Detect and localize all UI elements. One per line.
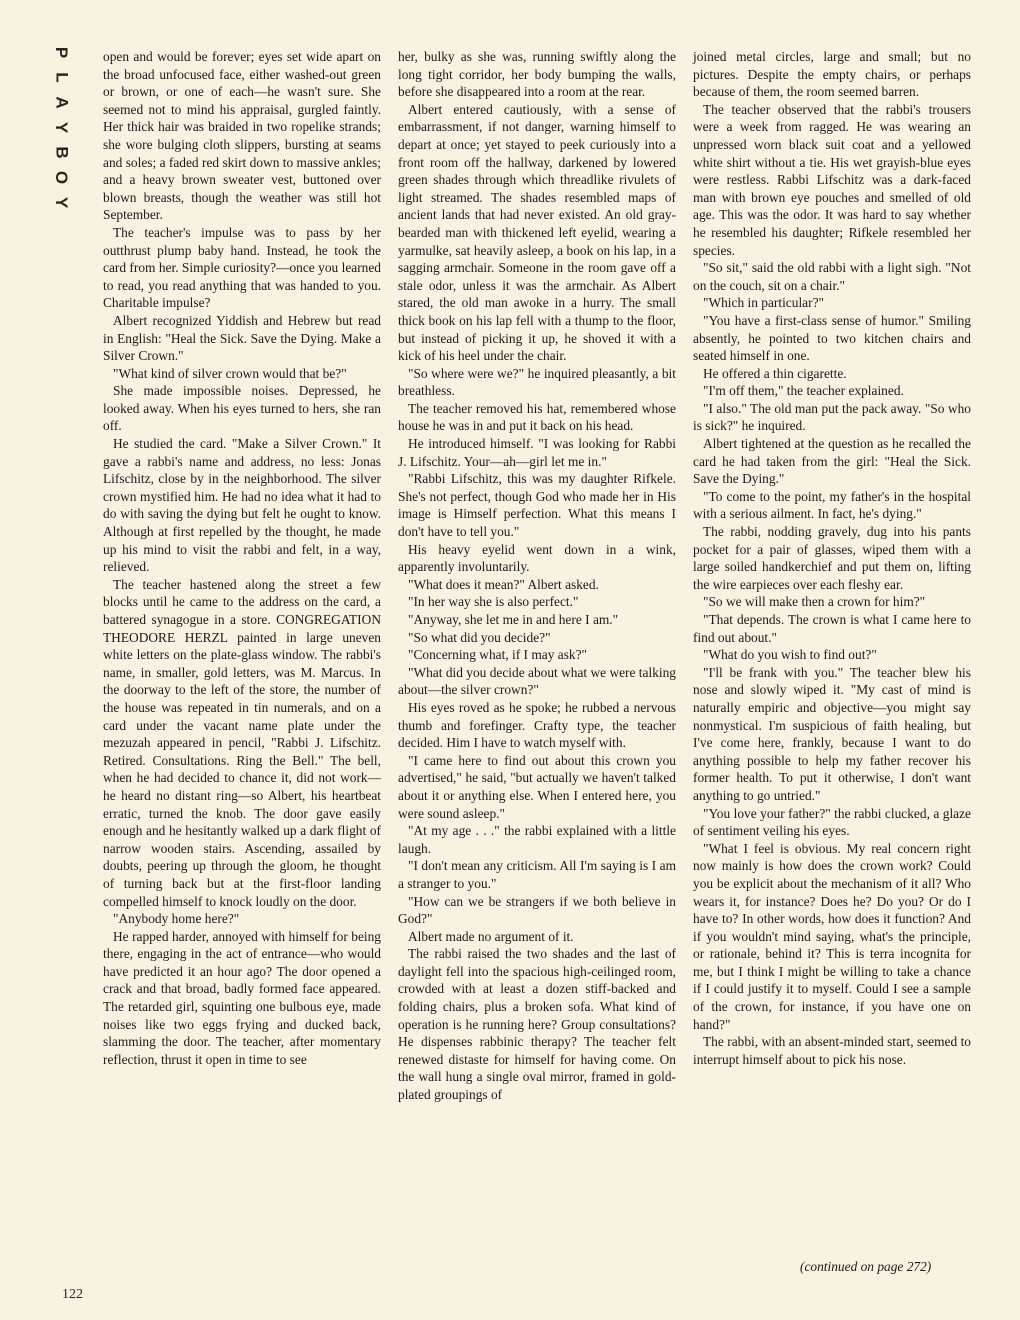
magazine-name-vertical	[48, 40, 76, 215]
paragraph: "You have a first-class sense of humor." Smiling absently, he pointed to two kitchen chairs and seated himself in one.	[693, 312, 971, 364]
paragraph: her, bulky as she was, running swiftly along the long tight corridor, her body bumping the walls, before she disappeared into a room at the rear.	[398, 49, 676, 100]
paragraph: His heavy eyelid went down in a wink, apparently involuntarily.	[398, 541, 676, 575]
paragraph: open and would be forever; eyes set wide apart on the broad unfocused face, either washed-out green or brown, or one of each—he wasn't sure. She seemed not to mind his appraisal, gurgled faintly. Her thick hair was braided in two ropelike strands; she wore bulging cloth slippers, bursting at seams and soles; a faded red skirt down to massive ankles; and a heavy brown sweater vest, buttoned over blown breasts, though the weather was still hot September.	[103, 49, 381, 223]
paragraph: "So where were we?" he inquired pleasantly, a bit breathless.	[398, 365, 676, 399]
paragraph: He offered a thin cigarette.	[703, 365, 847, 381]
paragraph: The teacher removed his hat, remembered whose house he was in and put it back on his head.	[398, 400, 676, 434]
paragraph: "In her way she is also perfect."	[408, 594, 579, 610]
paragraph: "I'm off them," the teacher explained.	[703, 383, 904, 399]
magazine-name-letter: O	[52, 170, 72, 185]
text-column-2	[398, 48, 676, 1104]
paragraph: The rabbi, with an absent-minded start, seemed to interrupt himself about to pick his nose.	[693, 1034, 971, 1067]
paragraph: "That depends. The crown is what I came here to find out about."	[693, 612, 971, 645]
paragraph: "What did you decide about what we were talking about—the silver crown?"	[398, 664, 676, 698]
paragraph: "To come to the point, my father's in the hospital with a serious ailment. In fact, he's dying."	[693, 488, 971, 522]
magazine-name-letter: P	[52, 46, 72, 59]
magazine-name-letter: Y	[52, 121, 72, 134]
paragraph: He introduced himself. "I was looking for Rabbi J. Lifschitz. Your—ah—girl let me in."	[398, 436, 676, 469]
paragraph: Albert tightened at the question as he recalled the card he had taken from the girl: "Heal the Sick. Save the Dying."	[693, 436, 971, 487]
paragraph: He rapped harder, annoyed with himself for being there, engaging in the act of entrance—who would have predicted it an hour ago? The door opened a crack and that broad, badly formed face appeared. The retarded girl, squinting one bulbous eye, made noises like two eggs frying and ducked back, slamming the door. The teacher, after momentary reflection, thrust it open in time to see	[103, 928, 381, 1067]
magazine-name-letter: A	[52, 96, 72, 109]
paragraph: The teacher observed that the rabbi's trousers were a week from ragged. He was wearing an unpressed worn black suit coat and a yellowed white shirt without a tie. His wet grayish-blue eyes were restless. Rabbi Lifschitz was a dark-faced man with brown eye pouches and smelled of old age. This was the odor. It was hard to say whether he resembled his daughter; Rifkele resembled her species.	[693, 101, 971, 258]
paragraph: "I also." The old man put the pack away. "So who is sick?" he inquired.	[693, 400, 971, 434]
paragraph: "So what did you decide?"	[408, 629, 551, 645]
text-column-3	[693, 48, 971, 1068]
paragraph: "Rabbi Lifschitz, this was my daughter Rifkele. She's not perfect, though God who made her in His image is Himself perfection. What this means I don't have to tell you."	[398, 471, 676, 540]
paragraph: She made impossible noises. Depressed, he looked away. When his eyes turned to hers, she ran off.	[103, 383, 381, 434]
paragraph: The rabbi, nodding gravely, dug into his pants pocket for a pair of glasses, wiped them with a large soiled handkerchief and put them on, lifting the wire earpieces over each fleshy ear.	[693, 524, 971, 592]
paragraph: "I don't mean any criticism. All I'm saying is I am a stranger to you."	[398, 858, 676, 891]
paragraph: "What kind of silver crown would that be?"	[113, 365, 347, 381]
paragraph: "Anyway, she let me in and here I am."	[408, 612, 619, 627]
paragraph: "Concerning what, if I may ask?"	[408, 647, 588, 663]
paragraph: The rabbi raised the two shades and the last of daylight fell into the spacious high-ceilinged room, crowded with at least a dozen stiff-backed and folding chairs, plus a broken sofa. What kind of operation is he running here? Group consultations? He dispenses rabbinic therapy? The teacher felt renewed distaste for himself for having come. On the wall hung a single oval mirror, framed in gold-plated groupings of	[398, 946, 676, 1103]
paragraph: "What do you wish to find out?"	[703, 647, 877, 663]
paragraph: "How can we be strangers if we both believe in God?"	[398, 893, 676, 927]
continued-note: (continued on page 272)	[800, 1259, 932, 1274]
paragraph: Albert entered cautiously, with a sense of embarrassment, if not danger, warning himself to depart at once; yet stayed to peek curiously into a front room off the hallway, darkened by lowered green shades through which threadlike rivulets of light streamed. The shades resembled maps of ancient lands that had never existed. An old gray-bearded man with thickened left eyelid, wearing a yarmulke, sat heavily asleep, a book on his lap, in a sagging armchair. Someone in the room gave off a stale odor, unless it was the armchair. As Albert stared, the old man awoke in a hurry. The small thick book on his lap fell with a thump to the floor, but instead of picking it up, he shoved it with a kick of his heel under the chair.	[398, 101, 676, 364]
paragraph: "What I feel is obvious. My real concern right now mainly is how does the crown work? Could you be explicit about the mechanism of it all? Who wears it, for instance? Does he? Do you? Or do I have to? In other words, how does it function? And if you wouldn't mind saying, what's the principle, or rationale, behind it? This is terra incognita for me, but I think I might be willing to take a chance if I could justify it to myself. Could I see a sample of the crown, for instance, if you have one on hand?"	[693, 840, 971, 1032]
magazine-name-letter: B	[52, 146, 72, 159]
page-number: 122	[62, 1287, 83, 1302]
paragraph: He studied the card. "Make a Silver Crown." It gave a rabbi's name and address, no less: Jonas Lifschitz, close by in the neighborhood. The silver crown mystified him. He had no idea what it had to do with saving the dying but felt he ought to know. Although at first repelled by the thought, he made up his mind to visit the rabbi and felt, in a way, relieved.	[103, 436, 381, 575]
paragraph: "Anybody home here?"	[113, 911, 240, 927]
paragraph: "Which in particular?"	[703, 295, 824, 311]
text-column-1	[103, 48, 381, 1068]
paragraph: Albert made no argument of it.	[408, 928, 574, 944]
paragraph: "You love your father?" the rabbi clucked, a glaze of sentiment veiling his eyes.	[693, 805, 971, 839]
paragraph: The teacher's impulse was to pass by her outthrust plump baby hand. Instead, he took the card from her. Simple curiosity?—once you learned to read, you read anything that was handed to you. Charitable impulse?	[103, 224, 381, 311]
paragraph: "I'll be frank with you." The teacher blew his nose and slowly wiped it. "My cast of mind is naturally empiric and objective—you might say nonmystical. I'm suspicious of faith healing, but I've come here, frankly, because I want to do anything possible to help my father recover his former health. To put it otherwise, I don't want anything to go untried."	[693, 664, 971, 803]
paragraph: "So sit," said the old rabbi with a light sigh. "Not on the couch, sit on a chair."	[693, 260, 971, 293]
paragraph: His eyes roved as he spoke; he rubbed a nervous thumb and forefinger. Crafty type, the teacher decided. Him I have to watch myself with.	[398, 699, 676, 751]
magazine-name-letter: Y	[52, 196, 72, 209]
paragraph: "I came here to find out about this crown you advertised," he said, "but actually we haven't talked about it or anything else. When I entered here, you were sound asleep."	[398, 752, 676, 821]
paragraph: "So we will make then a crown for him?"	[703, 594, 926, 610]
paragraph: "At my age . . ." the rabbi explained with a little laugh.	[398, 823, 676, 856]
magazine-name-letter: L	[52, 72, 72, 83]
paragraph: joined metal circles, large and small; but no pictures. Despite the empty chairs, or perhaps because of them, the room seemed barren.	[693, 49, 971, 100]
paragraph: The teacher hastened along the street a few blocks until he came to the address on the card, a battered synagogue in a store. CONGREGATION THEODORE HERZL painted in large uneven white letters on the plate-glass window. The rabbi's name, in smaller, gold letters, was M. Marcus. In the doorway to the left of the store, the number of the house was repeated in tin numerals, and on a card under the vacant name plate under the mezuzah appeared in pencil, "Rabbi J. Lifschitz. Retired. Consultations. Ring the Bell." The bell, when he had decided to chance it, did not work—he heard no distant ring—so Albert, his heartbeat erratic, turned the knob. The door gave easily enough and he hesitantly walked up a dark flight of narrow wooden stairs. Ascending, assailed by doubts, peering up through the gloom, he thought of turning back but at the first-floor landing compelled himself to knock loudly on the door.	[103, 576, 381, 909]
paragraph: "What does it mean?" Albert asked.	[408, 576, 599, 592]
paragraph: Albert recognized Yiddish and Hebrew but read in English: "Heal the Sick. Save the Dying. Make a Silver Crown."	[103, 312, 381, 364]
